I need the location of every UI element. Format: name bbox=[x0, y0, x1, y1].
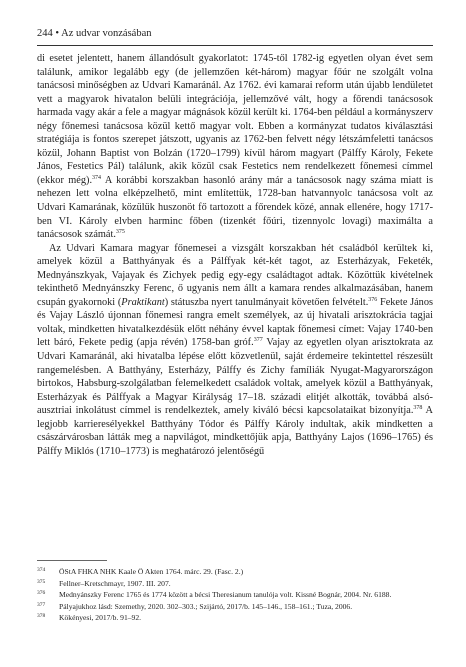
footnote-ref-375[interactable]: 375 bbox=[115, 229, 125, 236]
footnote-378 bbox=[37, 612, 433, 624]
footnote-ref-378[interactable]: 378 bbox=[413, 405, 423, 412]
paragraph-text: ) státuszba nyert tanulmányait követően felvételt. bbox=[164, 296, 369, 308]
footnote-number: 378 bbox=[37, 613, 46, 620]
footnote-number: 374 bbox=[37, 567, 46, 573]
footnote-number: 375 bbox=[37, 578, 46, 585]
paragraph-text: A korábbi korszakban hasonló arány már a tanácsosok nagy száma miatt is nehezen lett volna elképzelhető, mint említettük, 1728-ban hatvannyolc tanácsosa volt az Udvari Kamarának, közülük huszonöt fő tartozott a főrendek közé, annak ellenére, hogy 1717-ben VI. Károly elvben harminc főben (tizenkét főúri, tizennyolc lovagi) maximálta a tanácsosok számát. bbox=[37, 174, 433, 241]
header-separator: • bbox=[55, 28, 60, 39]
footnote-text: Pályajukhoz lásd: Szemethy, 2020. 302–303.; Szijártó, 2017/b. 145–146., 158–161.; Tuza, 2006. bbox=[59, 601, 353, 611]
footnote-number: 376 bbox=[37, 590, 46, 597]
footnote-376 bbox=[37, 589, 433, 601]
paragraph-text: di esetet jelentett, hanem állandósult gyakorlatot: 1745-től 1782-ig egyetlen olyan évet sem találunk, amikor legalább egy (de jellemzően két-három) magyar főúr ne szolgált volna tanácsosi minőségben az Udvari Kamaránál. Az 1762. évi kamarai reform után újabb lendületet vett a magyarok hivatalon belüli integrációja, jellemzővé vált, hogy a főrendi tanácsosok harmada vagy akár a fele a magyar mágnások közül került ki. 1764-ben például a kormányszerv négy főnemesi tanácsosa közül kettő magyar volt. Ebben a kormányzat tudatos kiválasztási stratégiája is fontos szerepet játszott, ugyanis az 1762-ben felvett négy létszámfeletti tanácsos közül, Johann Baptist von Bolzán (1720–1799) kívül három magyart (Pálffy Károly, Fekete János, Festetics Pál) találunk, akik közül csak Festetics nem rendelkezett főnemesi címmel (ekkor még). bbox=[37, 53, 433, 186]
paragraph-text: A legjobb karrieresélyekkel Batthyány Tódor és Pálffy Károly indultak, akik mindketten a császárvárosban látták meg a napvilágot, mindkettőjük apja, Batthyány Lajos (1696–1765) és Pálffy Miklós (1710–1773) is meghatározó jelentőségű bbox=[37, 405, 433, 457]
page-number: 244 bbox=[37, 28, 53, 39]
footnotes bbox=[37, 566, 433, 624]
footnote-ref-377[interactable]: 377 bbox=[253, 337, 263, 344]
footnote-text: ÖStA FHKA NHK Kaale Ö Akten 1764. márc. 29. (Fasc. 2.) bbox=[59, 567, 244, 576]
italic-term: Praktikant bbox=[121, 296, 165, 308]
footnote-374 bbox=[37, 566, 433, 578]
footnote-text: Fellner–Kretschmayr, 1907. III. 207. bbox=[59, 578, 171, 588]
paragraph-text: Az Udvari Kamara magyar főnemesei a vizsgált korszakban hét családból kerültek ki, amelyek közül a Batthyányak és a Pálffyak két-két tagot, az Esterházyak, Feketék, Mednyánszkyak, Vajayak és Zichyek pedig egy-egy családtagot adtak. Közöttük kivételnek tekinthető Mednyánszky Ferenc, ő ugyanis nem állt a kamara rendes alkalmazásában, hanem csupán gyakornoki ( bbox=[37, 242, 433, 308]
footnote-text: Mednyánszky Ferenc 1765 és 1774 között a bécsi Theresianum tanulója volt. Kissné Bognár, 2004. Nr. 6188. bbox=[59, 590, 392, 600]
footnote-text: Kökényesi, 2017/b. 91–92. bbox=[59, 613, 142, 623]
footnote-number: 377 bbox=[37, 601, 46, 608]
paragraph-text: Vajay az egyetlen olyan arisztokrata az Udvari Kamaránál, aki hivatalba lépése előtt közvetlenül, saját érdemeire tekintettel részesült rangemelésben. A Batthyány, Esterházy, Pálffy és Zichy famíliák Nyugat-Magyarországon birtokos, Habsburg-szolgálatban felemelkedett családok voltak, amelyek közül a Batthyányak, Esterházyak és Pálffyak a Magyar Királyság 17–18. századi elitjét alkották, továbbá alsó-ausztriai inkolátust címmel is rendelkeztek, amely kiváló bécsi kapcsolataikat bizonyítja. bbox=[37, 337, 434, 417]
footnote-ref-374[interactable]: 374 bbox=[92, 174, 102, 181]
paragraph-text: Fekete János és Vajay László újonnan főnemesi rangra emelt személyek, az új hivatali arisztokrácia tagjai voltak, mindketten hivatalkezdésük előtt néhány évvel kaptak főnemesi címet: Vajay 1740-ben lett báró, Fekete pedig (apja révén) 1758-ban gróf. bbox=[37, 296, 433, 349]
footnote-ref-376[interactable]: 376 bbox=[368, 296, 378, 303]
paragraph bbox=[37, 52, 433, 242]
running-header bbox=[37, 27, 433, 46]
running-title: Az udvar vonzásában bbox=[61, 28, 152, 39]
footnote-377 bbox=[37, 601, 433, 613]
paragraph bbox=[37, 242, 433, 459]
footnote-375 bbox=[37, 578, 433, 590]
footnote-divider bbox=[37, 560, 107, 561]
main-text bbox=[37, 52, 433, 458]
